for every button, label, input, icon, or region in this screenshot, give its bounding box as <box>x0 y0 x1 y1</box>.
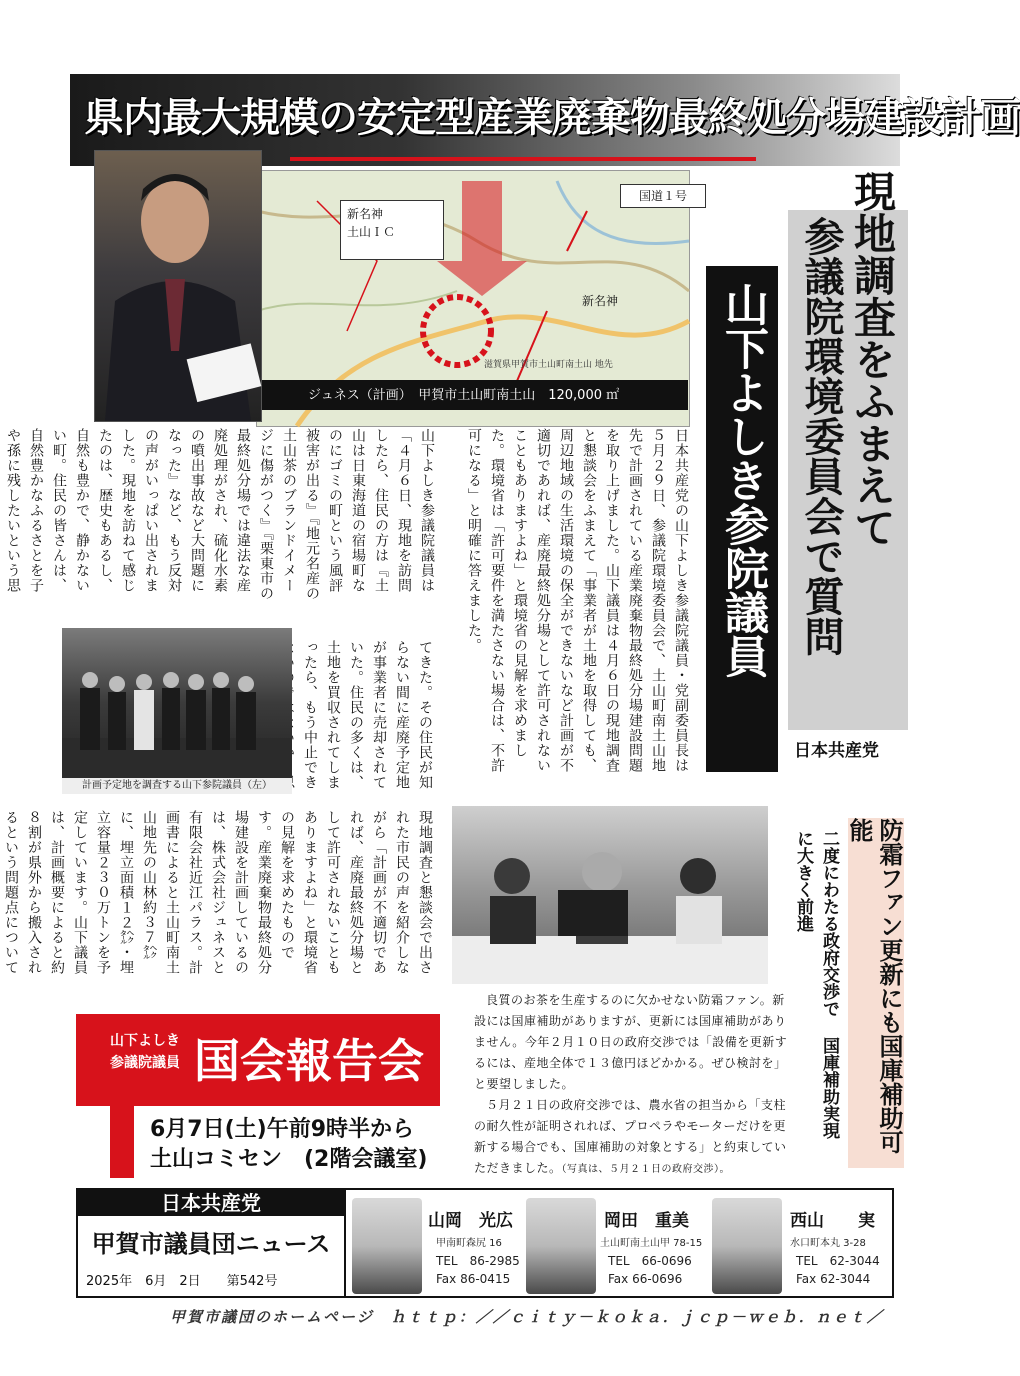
frost-fan-para2: ５月２１日の政府交渉では、農水省の担当から「支柱の耐久性が証明されれば、プロペラやモーターだけを更新する場合でも、国庫補助の対象とする」と約束していただきました。 <box>474 1098 787 1175</box>
report-date: 6月7日(土)午前9時半から <box>150 1117 415 1142</box>
map-label-shinmeishin: 新名神 <box>581 294 618 308</box>
masthead-divider <box>344 1190 346 1296</box>
site-visit-caption: 計画予定地を調査する山下参院議員（左） <box>62 778 292 794</box>
article-intro: 日本共産党の山下よしき参議院議員・党副委員長は５月２９日、参議院環境委員会で、土山町南土山地先で計画されている産業廃棄物最終処分場建設問題を取り上げました。山下議員は４月６日の現地調査と懇談会をふまえて「事業者が土地を取得しても、周辺地域の生活環境の保全ができないなど計画が不適切であれば、産廃最終処分場として許可されないこともありますよね」と環境省の見解を求めました。環境省は「許可要件を満たさない場合は、不許可になる」と明確に答えました。 <box>466 428 689 773</box>
member-photo-yamaoka <box>352 1198 422 1294</box>
masthead-title: 甲賀市議員団ニュース <box>91 1230 331 1258</box>
member-name-okada: 岡田 重美 <box>604 1211 689 1231</box>
member-photo-nishiyama <box>712 1198 782 1294</box>
member-name-nishiyama: 西山 実 <box>790 1211 875 1231</box>
member-address-yamaoka: 甲南町森尻 16 <box>436 1238 502 1249</box>
negotiation-people <box>452 806 768 984</box>
frost-fan-photo-note: （写真は、５月２１日の政府交渉）。 <box>561 1164 731 1175</box>
map-caption: ジュネス（計画） 甲賀市土山町南土山 120,000 ㎡ <box>308 388 620 403</box>
headline-underline <box>290 157 756 161</box>
report-place: 土山コミセン (2階会議室) <box>150 1147 428 1172</box>
article-quote-cont: てきた。その住民が知らない間に産廃予定地が事業者に売却されていた。住民の多くは、土地を買収されてしまったら、もう中止でき <box>302 640 433 790</box>
masthead-issue-date: 2025年 6月 2日 第542号 <box>86 1274 278 1289</box>
masthead-party: 日本共産党 <box>78 1190 344 1216</box>
member-photo-okada <box>526 1198 596 1294</box>
report-speaker-name: 山下よしき <box>110 1033 180 1049</box>
headline-title: 県内最大規模の安定型産業廃棄物最終処分場建設計画 <box>84 95 1020 141</box>
member-fax-okada: Fax 66-0696 <box>608 1272 683 1286</box>
homepage-link[interactable]: 甲賀市議団のホームページ ｈｔｔｐ：／／ｃｉｔｙ－ｋｏｋａ．ｊｃｐ－ｗｅｂ．ｎｅｔ／ <box>170 1308 884 1326</box>
report-title: 国会報告会 <box>194 1034 424 1088</box>
site-visit-people <box>62 628 292 778</box>
member-tel-yamaoka: TEL 86-2985 <box>436 1254 520 1268</box>
title-line2: 参議院環境委員会で質問 <box>798 216 844 656</box>
member-name-yamaoka: 山岡 光広 <box>428 1211 513 1231</box>
map-label-route1: 国道１号 <box>620 184 706 208</box>
member-fax-nishiyama: Fax 62-3044 <box>796 1272 871 1286</box>
member-address-okada: 土山町南土山甲 78-15 <box>600 1238 703 1249</box>
frost-fan-subhead-line1: 二度にわたる政府交渉で <box>819 830 839 1017</box>
title-line1: 現地調査をふまえて <box>848 170 897 548</box>
member-fax-yamaoka: Fax 86-0415 <box>436 1272 511 1286</box>
politician-photo <box>94 150 262 422</box>
politician-silhouette <box>95 151 261 421</box>
article-quote: 山下よしき参議院議員は「４月６日、現地を訪問したら、住民の方は『土山は日東海道の宿場町なのにゴミの町という風評被害が出る』『地元名産の土山茶のブランドイメージに傷がつく』『栗東市の最終処分場では違法な産廃処理がされ、硫化水素の噴出事故など大問題になった』など、もう反対の声がいっぱい出されました。現地を訪ねて感じたのは、歴史もあるし、自然も豊かで、静かないい町。住民の皆さんは、自然豊かなふるさとを子や孫に残したいという思 <box>5 428 435 601</box>
government-negotiation-photo <box>452 806 768 984</box>
frost-fan-article <box>474 990 790 1175</box>
member-address-nishiyama: 水口町本丸 3-28 <box>790 1238 866 1249</box>
party-tag: 日本共産党 <box>794 741 879 761</box>
report-speaker-title: 参議院議員 <box>110 1055 180 1071</box>
frost-fan-headline: 防霜ファン更新にも国庫補助可能 <box>848 818 904 1168</box>
frost-fan-para1: 良質のお茶を生産するのに欠かせない防霜ファン。新設には国庫補助がありますが、更新には国庫補助がありません。今年２月１０日の政府交渉では「設備を更新するには、産地全体で１３億円ほどかかる。ぜひ検討を」と要望しました。 <box>474 993 788 1091</box>
member-tel-nishiyama: TEL 62-3044 <box>796 1254 880 1268</box>
map-label-ic: 新名神 土山ＩＣ <box>340 200 444 260</box>
name-banner: 山下よしき参院議員 <box>717 282 768 678</box>
article-plan-details: 現地調査と懇談会で出された市民の声を紹介しながら「計画が不適切であれば、産廃最終処分場として許可されないこともありますよね」と環境省の見解を求めたものです。産業廃棄物最終処分場建設を計画しているのは、株式会社ジュネスと有限会社近江パラス。計画書によると土山町南土山地先の山林約３７㌶に、埋立面積１２㌶・埋立容量２３０万トンを予定しています。山下議員は、計画概要によると約８割が県外から搬入されるという問題点について <box>3 810 433 975</box>
site-visit-photo <box>62 628 292 778</box>
member-tel-okada: TEL 66-0696 <box>608 1254 692 1268</box>
map-label-location: 滋賀県甲賀市土山町南土山 地先 <box>484 360 613 370</box>
report-banner-stem <box>110 1100 134 1178</box>
frost-fan-subhead-line2: 国庫補助実現に大きく前進 <box>793 830 839 1139</box>
report-speaker <box>90 1030 200 1090</box>
